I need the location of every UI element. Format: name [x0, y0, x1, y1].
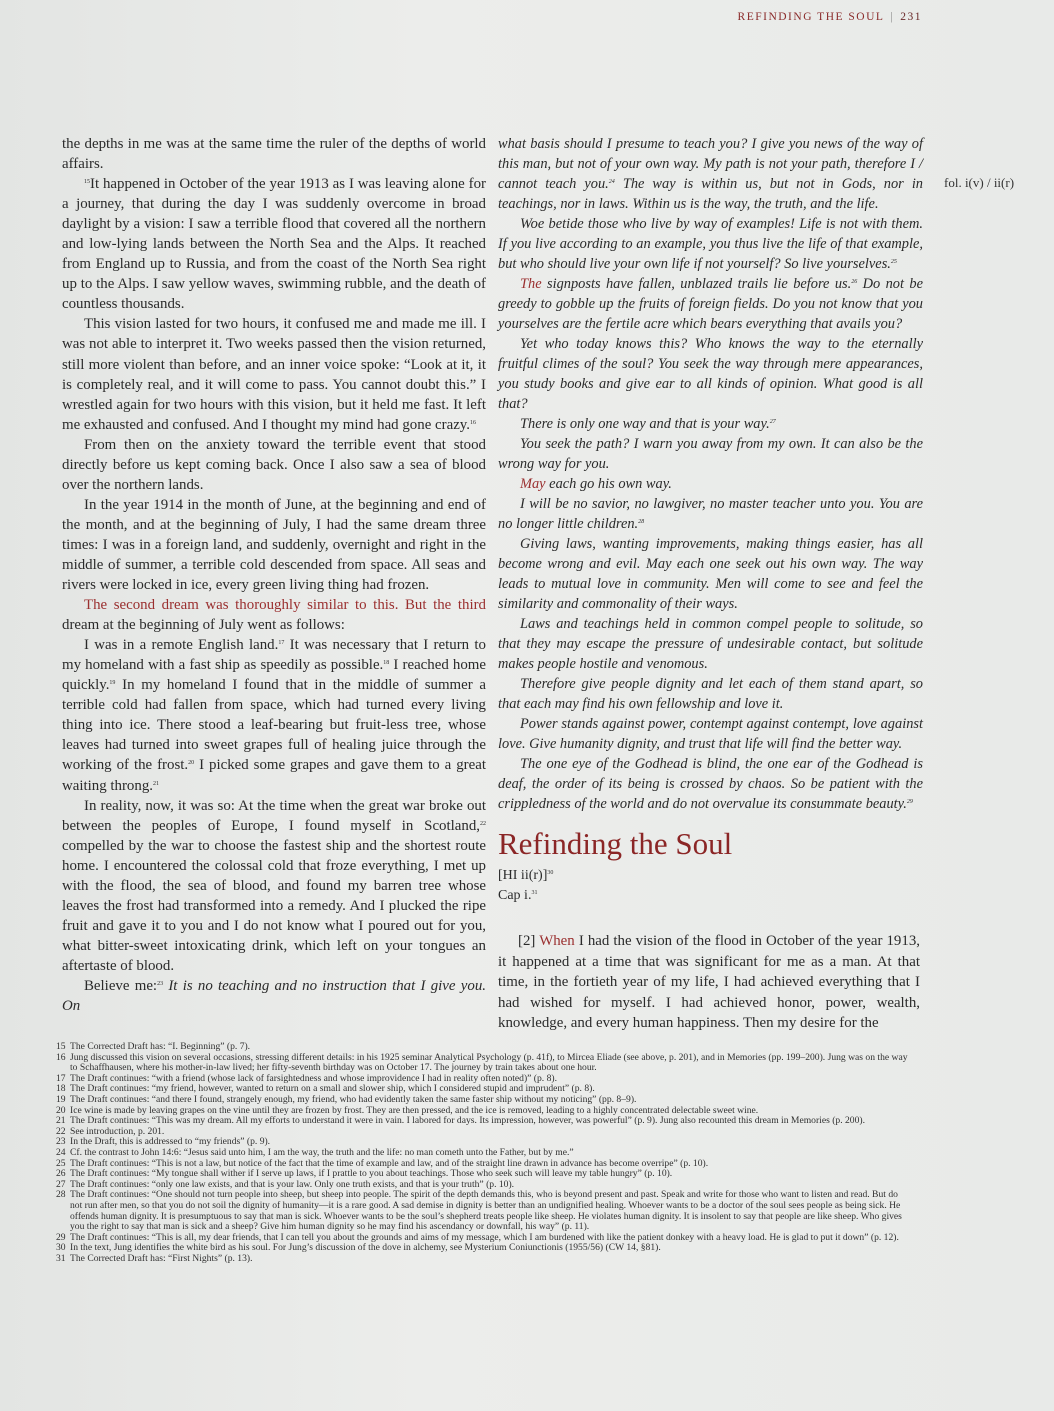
- paragraph-text: I had the vision of the flood in October of the year 1913, it happened at a time that was significant for me as a man. At that time, in the fortieth year of my life, I had achieved everything that I had wished for myself. I had achieved honor, power, wealth, knowledge, and every human happiness. Then my desire for the: [498, 933, 920, 1031]
- paragraph: [62, 595, 486, 635]
- paragraph: [498, 214, 923, 274]
- footnote-number: 25: [56, 1157, 66, 1169]
- italic-text: It is no teaching and no instruction that I give you. On: [62, 977, 487, 1015]
- paragraph: the depths in me was at the same time the ruler of the depths of world affairs.: [62, 136, 486, 173]
- footnote-number: 28: [56, 1189, 66, 1201]
- footnote-text: In the Draft, this is addressed to “my friends” (p. 9).: [70, 1136, 271, 1148]
- paragraph: Yet who today knows this? Who knows the way to the eternally fruitful climes of the soul? You seek the way through mere appearances, you study books and give ear to all kinds of opinion. What good is all that?: [498, 336, 923, 412]
- footnote-ref[interactable]: 28: [638, 519, 645, 525]
- running-head-separator: |: [890, 11, 895, 23]
- footnote-ref[interactable]: 29: [906, 799, 913, 805]
- paragraph: Laws and teachings held in common compel people to solitude, so that they may escape the pressure of undesirable contact, but solitude makes people hostile and venomous.: [498, 616, 923, 672]
- footnote-text: The Corrected Draft has: “First Nights” (p. 13).: [70, 1252, 253, 1264]
- section-title: Refinding the Soul: [498, 826, 733, 861]
- paragraph: [498, 134, 923, 214]
- footnote-ref[interactable]: 24: [608, 179, 615, 185]
- paragraph-text: Believe me:: [84, 977, 158, 994]
- red-text: When: [539, 933, 575, 949]
- footnote: [56, 1116, 911, 1127]
- footnote-number: 21: [56, 1115, 66, 1127]
- paragraph-text: The way is within us, but not in Gods, nor in teachings, nor in laws. Within us is the way, the truth, and the life.: [498, 176, 924, 212]
- footnote-ref[interactable]: 17: [278, 640, 285, 647]
- paragraph-text: The one eye of the Godhead is blind, the one ear of the Godhead is deaf, the order of its being is crossed by chaos. So be patient with the crippledness of the world and do not overvalue its consummate beauty.: [498, 756, 923, 812]
- footnote-number: 19: [56, 1093, 66, 1105]
- footnote-text: The Draft continues: “my friend, however, wanted to return on a small and slower ship, which I considered stupid and imprudent” (p. 8).: [70, 1083, 595, 1095]
- paragraph: [62, 976, 486, 1016]
- footnote-number: 31: [56, 1252, 66, 1264]
- footnote-number: 16: [56, 1051, 66, 1063]
- footnote-text: The Draft continues: “One should not turn people into sheep, but sheep into people. The spirit of the depth demands this, who is beyond present and past. Speak and write for those who want to listen and read. But do not run after men, so that you do not soil the dignity of humanity—it is a rare good. A sad demise in dignity is better than an undignified healing. Whoever wants to be a doctor of the soul sees people as being sick. He offends human dignity. It is presumptuous to say that man is sick. Whoever wants to be the soul’s shepherd treats people like sheep. He violates human dignity. It is insolent to say that people are like sheep. Who gives you the right to say that man is sick and a sheep? Give him human dignity so he may find his ascendancy or downfall, his way” (p. 11).: [70, 1189, 902, 1233]
- footnote-number: 18: [56, 1083, 66, 1095]
- paragraph-text: I reached home quickly.: [62, 657, 486, 694]
- paragraph: [498, 414, 923, 434]
- paragraph: [498, 494, 923, 534]
- footnote-number: 30: [56, 1242, 66, 1254]
- footnote-text: The Draft continues: “and there I found, strangely enough, my friend, who had evidently taken the same faster ship without my noticing” (pp. 8–9).: [70, 1093, 637, 1105]
- paragraph-text: I was in a remote English land.: [84, 637, 279, 654]
- paragraph-text: each go his own way.: [545, 476, 672, 492]
- paragraph-text: dream at the beginning of July went as follows:: [62, 617, 345, 634]
- footnote-text: Jung discussed this vision on several occasions, stressing different details: in his 1925 seminar Analytical Psychology (p. 41f), to Mircea Eliade (see above, p. 201), and in Memories (pp. 199–200). Jung was on the way to Schaffhausen, where his mother-in-law lived; her fifty-seventh birthday was on October 17. The journey by train takes about one hour.: [70, 1051, 908, 1074]
- paragraph-text: signposts have fallen, unblazed trails lie before us.: [541, 276, 852, 292]
- red-text: But the third: [405, 597, 486, 614]
- footnote-number: 17: [56, 1072, 66, 1084]
- paragraph: [62, 635, 486, 795]
- footnote-ref[interactable]: 30: [547, 870, 554, 876]
- paragraph: [498, 754, 923, 814]
- footnote-ref[interactable]: 15: [84, 179, 90, 186]
- manuscript-ref-text: [HI ii(r)]: [498, 868, 548, 883]
- footnote-number: 27: [56, 1178, 66, 1190]
- footnote-ref[interactable]: 22: [480, 820, 486, 827]
- paragraph-text: I picked some grapes and gave them to a great waiting throng.: [62, 757, 486, 794]
- folio-margin-note: fol. i(v) / ii(r): [944, 175, 1015, 190]
- red-text: The second dream was thoroughly similar to this.: [84, 597, 399, 614]
- footnote-number: 20: [56, 1104, 66, 1116]
- running-head-title: REFINDING THE SOUL: [737, 11, 885, 23]
- paragraph-text: In my homeland I found that in the middle of summer a terrible cold had fallen from space, which had turned every living thing into ice. There stood a leaf-bearing but fruit-less tree, whose leaves had turned into sweet grapes full of healing juice through the working of the frost.: [62, 677, 486, 774]
- paragraph: [62, 796, 486, 976]
- footnote-number: 24: [56, 1146, 66, 1158]
- manuscript-ref: [498, 866, 553, 886]
- paragraph-text: There is only one way and that is your way.: [520, 416, 770, 432]
- footnote-number: 23: [56, 1136, 66, 1148]
- footnote-text: The Draft continues: “My tongue shall wither if I serve up laws, if I prattle to you about teachings. Those who seek such will leave my table hungry” (p. 10).: [70, 1168, 673, 1180]
- paragraph: [62, 174, 486, 314]
- footnote-ref[interactable]: 23: [157, 980, 164, 987]
- paragraph: You seek the path? I warn you away from my own. It can also be the wrong way for you.: [498, 436, 923, 472]
- paragraph-number: [2]: [518, 933, 536, 949]
- red-text: May: [520, 476, 546, 492]
- footnote-ref[interactable]: 21: [153, 780, 159, 787]
- chapter-label: [498, 886, 553, 906]
- footnote-ref[interactable]: 19: [109, 680, 116, 687]
- paragraph-text: In reality, now, it was so: At the time when the great war broke out between the peoples of Europe, I found myself in Scotland,: [62, 797, 486, 834]
- footnote-text: The Draft continues: “with a friend (whose lack of farsightedness and whose improvidence I had in reality often noted)” (p. 8).: [70, 1072, 557, 1084]
- paragraph-text: compelled by the war to choose the fastest ship and the shortest route home. I encountered the colossal cold that froze everything, I met up with the flood, the sea of blood, and found my barren tree whose leaves the frost had transformed into a remedy. And I plucked the ripe fruit and gave it to you and I do not know what I poured out for you, what bitter-sweet intoxicating drink, which left on your tongues an aftertaste of blood.: [62, 837, 486, 974]
- footnote-ref[interactable]: 20: [188, 760, 195, 767]
- left-column: [62, 134, 486, 1016]
- footnote-number: 29: [56, 1231, 66, 1243]
- footnote-number: 15: [56, 1041, 66, 1052]
- footnote-text: The Corrected Draft has: “I. Beginning” (p. 7).: [70, 1041, 251, 1052]
- right-column: [498, 134, 923, 814]
- footnote-ref[interactable]: 27: [769, 419, 776, 425]
- paragraph-text: what basis should I presume to teach you? I give you news of the way of this man, but not of your own way. My path is not your path, therefore I / cannot teach you.: [498, 136, 923, 192]
- footnote-ref[interactable]: 31: [531, 890, 538, 896]
- footnote-text: In the text, Jung identifies the white bird as his soul. For Jung’s discussion of the dove in alchemy, see Mysterium Coniunctionis (1955/56) (CW 14, §81).: [70, 1242, 661, 1254]
- page-number: 231: [900, 11, 922, 23]
- paragraph-text: Woe betide those who live by way of examples! Life is not with them. If you live according to an example, you thus live the life of that example, but who should live your own life if not yourself? So live yourselves.: [498, 216, 923, 272]
- footnote-text: The Draft continues: “This is all, my dear friends, that I can tell you about the grounds and aims of my message, which I am burdened with like the patient donkey with a heavy load. He is glad to put it down” (p. 12).: [70, 1231, 899, 1243]
- section-meta: [498, 866, 553, 906]
- footnote-text: The Draft continues: “This is not a law, but notice of the fact that the time of example and law, and of the straight line drawn in advance has become overripe” (p. 10).: [70, 1157, 709, 1169]
- footnote-ref[interactable]: 25: [890, 259, 897, 265]
- paragraph: [498, 474, 923, 494]
- running-head: [738, 11, 922, 23]
- footnote-ref[interactable]: 26: [851, 279, 858, 285]
- paragraph-text: Do not be greedy to gobble up the fruits of foreign fields. Do you not know that you yourselves are the fertile acre which bears everything that avails you?: [498, 276, 923, 332]
- paragraph-text: This vision lasted for two hours, it confused me and made me ill. I was not able to interpret it. Two weeks passed then the vision returned, still more violent than before, and an inner voice spoke: “Look at it, it is completely real, and it will come to pass. You cannot doubt this.” I wrestled again for two hours with this vision, but it held me fast. It left me exhausted and confused. And I thought my mind had gone crazy.: [62, 316, 486, 433]
- paragraph: Giving laws, wanting improvements, making things easier, has all become wrong and evil. May each one seek out his own way. The way leads to mutual love in community. Men will come to see and feel the similarity and commonality of their ways.: [498, 536, 923, 612]
- footnote: [56, 1254, 911, 1265]
- footnote-text: Cf. the contrast to John 14:6: “Jesus said unto him, I am the way, the truth and the life: no man cometh unto the Father, but by me.”: [70, 1146, 574, 1158]
- footnotes: [56, 1042, 911, 1264]
- footnote-text: The Draft continues: “only one law exists, and that is your law. Only one truth exists, and that is your truth” (p. 10).: [70, 1178, 515, 1190]
- paragraph: [498, 274, 923, 334]
- red-text: The: [520, 276, 542, 292]
- paragraph: Therefore give people dignity and let each of them stand apart, so that each may find his own fellowship and love it.: [498, 676, 923, 712]
- paragraph: [62, 314, 486, 434]
- paragraph-text: I will be no savior, no lawgiver, no master teacher unto you. You are no longer little children.: [498, 496, 923, 532]
- paragraph: From then on the anxiety toward the terrible event that stood directly before us kept coming back. Once I also saw a sea of blood over the northern lands.: [62, 436, 486, 493]
- footnote-text: Ice wine is made by leaving grapes on the vine until they are frozen by frost. They are then pressed, and the ice is removed, leading to a highly concentrated delectable sweet wine.: [70, 1104, 759, 1116]
- chapter-label-text: Cap i.: [498, 888, 532, 903]
- footnote-ref[interactable]: 18: [383, 660, 390, 667]
- footnote-ref[interactable]: 16: [470, 419, 477, 426]
- section-paragraph: [498, 931, 920, 1034]
- paragraph: In the year 1914 in the month of June, at the beginning and end of the month, and at the beginning of July, I had the same dream three times: I was in a foreign land, and suddenly, overnight and right in the middle of summer, a terrible cold descended from space. All seas and rivers were locked in ice, every green living thing had frozen.: [62, 496, 486, 594]
- footnote-number: 22: [56, 1125, 66, 1137]
- footnote: [56, 1053, 911, 1074]
- footnote-text: See introduction, p. 201.: [70, 1125, 165, 1137]
- paragraph: Power stands against power, contempt against contempt, love against love. Give humanity dignity, and trust that life will find the better way.: [498, 716, 923, 752]
- footnote-text: The Draft continues: “This was my dream. All my efforts to understand it were in vain. I labored for days. Its impression, however, was powerful” (p. 9). Jung also recounted this dream in Memories (p. 200).: [70, 1115, 865, 1127]
- paragraph-text: It was necessary that I return to my homeland with a fast ship as speedily as possible.: [62, 637, 486, 674]
- footnote-number: 26: [56, 1168, 66, 1180]
- footnote: [56, 1190, 911, 1232]
- paragraph-text: It happened in October of the year 1913 as I was leaving alone for a journey, that during the day I was suddenly overcome in broad daylight by a vision: I saw a terrible flood that covered all the northern and low-lying lands between the North Sea and the Alps. It reached from England up to Russia, and from the coast of the North Sea right up to the Alps. I saw yellow waves, swimming rubble, and the death of countless thousands.: [62, 176, 486, 313]
